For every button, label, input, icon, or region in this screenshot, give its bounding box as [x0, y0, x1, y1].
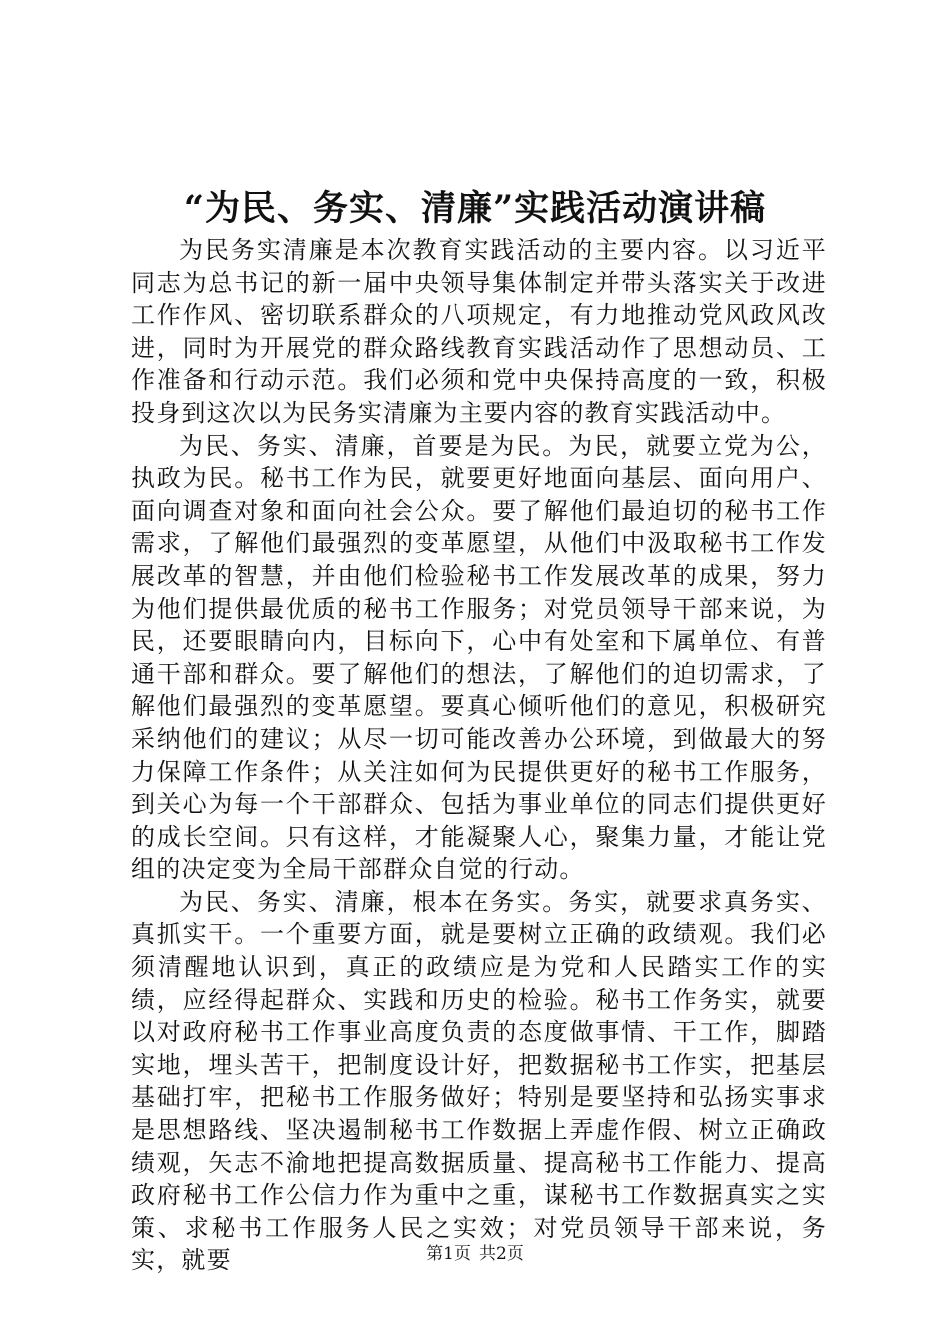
paragraph-pragmatic: 为民、务实、清廉，根本在务实。务实，就要求真务实、真抓实干。一个重要方面，就是要树立正确的政绩观。我们必须清醒地认识到，真正的政绩应是为党和人民踏实工作的实绩，应经得起群众、实践和历史的检验。秘书工作务实，就要以对政府秘书工作事业高度负责的态度做事情、干工作，脚踏实地，埋头苦干，把制度设计好，把数据秘书工作实，把基层基础打牢，把秘书工作服务做好；特别是要坚持和弘扬实事求是思想路线、坚决遏制秘书工作数据上弄虚作假、树立正确政绩观，矢志不渝地把提高数据质量、提高秘书工作能力、提高政府秘书工作公信力作为重中之重，谋秘书工作数据真实之实策、求秘书工作服务人民之实效；对党员领导干部来说，务实，就要 — [131, 887, 827, 1275]
paragraph-for-people: 为民、务实、清廉，首要是为民。为民，就要立党为公，执政为民。秘书工作为民，就要更好地面向基层、面向用户、面向调查对象和面向社会公众。要了解他们最迫切的秘书工作需求，了解他们最强烈的变革愿望，从他们中汲取秘书工作发展改革的智慧，并由他们检验秘书工作发展改革的成果，努力为他们提供最优质的秘书工作服务；对党员领导干部来说，为民，还要眼睛向内，目标向下，心中有处室和下属单位、有普通干部和群众。要了解他们的想法，了解他们的迫切需求，了解他们最强烈的变革愿望。要真心倾听他们的意见，积极研究采纳他们的建议；从尽一切可能改善办公环境，到做最大的努力保障工作条件；从关注如何为民提供更好的秘书工作服务，到关心为每一个干部群众、包括为事业单位的同志们提供更好的成长空间。只有这样，才能凝聚人心，聚集力量，才能让党组的决定变为全局干部群众自觉的行动。 — [131, 431, 827, 884]
page-total: 共2页 — [479, 1244, 524, 1264]
paragraph-intro: 为民务实清廉是本次教育实践活动的主要内容。以习近平同志为总书记的新一届中央领导集体制定并带头落实关于改进工作作风、密切联系群众的八项规定，有力地推动党风政风改进，同时为开展党的群众路线教育实践活动作了思想动员、工作准备和行动示范。我们必须和党中央保持高度的一致，积极投身到这次以为民务实清廉为主要内容的教育实践活动中。 — [131, 236, 827, 427]
document-title: “为民、务实、清廉”实践活动演讲稿 — [183, 188, 767, 229]
page-footer — [0, 1243, 950, 1265]
page-number: 第1页 — [426, 1244, 471, 1264]
document-body — [131, 234, 827, 1277]
